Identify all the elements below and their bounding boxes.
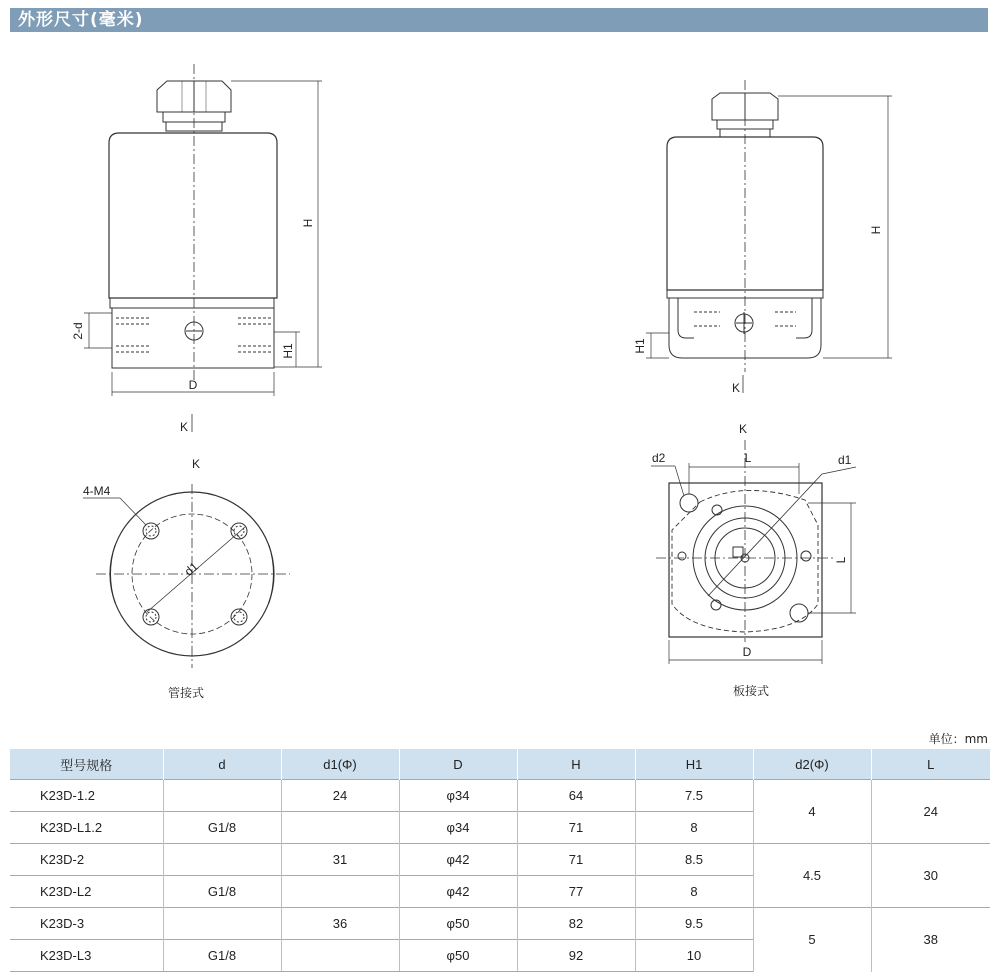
cell-d2: 4.5 <box>753 844 871 908</box>
label-K-left-1: K <box>179 420 189 434</box>
cell-H: 71 <box>517 844 635 876</box>
plate-type-side-view <box>646 80 892 393</box>
cell-H1: 10 <box>635 940 753 972</box>
cell-d2: 5 <box>753 908 871 972</box>
label-H-right: H <box>869 225 883 235</box>
cell-d <box>163 844 281 876</box>
cell-L: 30 <box>871 844 990 908</box>
header-D: D <box>399 749 517 780</box>
table-row <box>10 780 990 812</box>
cell-d1 <box>281 876 399 908</box>
label-2d: 2-d <box>71 322 85 340</box>
header-d2: d2(Φ) <box>753 749 871 780</box>
label-D-left: D <box>188 378 198 392</box>
cell-H: 92 <box>517 940 635 972</box>
unit-note: 单位：mm <box>928 732 988 746</box>
label-4-M4: 4-M4 <box>83 484 111 498</box>
cell-L: 24 <box>871 780 990 844</box>
cell-d <box>163 908 281 940</box>
plate-type-bottom-view <box>651 440 856 664</box>
cell-d: G1/8 <box>163 876 281 908</box>
header-d1: d1(Φ) <box>281 749 399 780</box>
caption-plate-type: 板接式 <box>733 684 770 698</box>
label-d2: d2 <box>652 451 666 465</box>
cell-D: φ34 <box>399 812 517 844</box>
cell-d1: 24 <box>281 780 399 812</box>
cell-model: K23D-L1.2 <box>10 812 163 844</box>
header-H1: H1 <box>635 749 753 780</box>
label-K-right-1: K <box>731 381 741 395</box>
cell-model: K23D-L2 <box>10 876 163 908</box>
header-d: d <box>163 749 281 780</box>
cell-model: K23D-3 <box>10 908 163 940</box>
cell-H1: 8.5 <box>635 844 753 876</box>
label-H1-right: H1 <box>633 338 647 354</box>
pipe-type-bottom-view <box>83 484 290 668</box>
label-H-left: H <box>301 218 315 228</box>
label-K-left-2: K <box>191 457 201 471</box>
cell-d <box>163 780 281 812</box>
pipe-type-side-view <box>84 64 322 432</box>
cell-d1 <box>281 812 399 844</box>
cell-d: G1/8 <box>163 940 281 972</box>
cell-d1: 36 <box>281 908 399 940</box>
cell-L: 38 <box>871 908 990 972</box>
cell-D: φ50 <box>399 940 517 972</box>
caption-pipe-type: 管接式 <box>168 686 205 700</box>
label-L-top: L <box>744 451 752 465</box>
cell-model: K23D-2 <box>10 844 163 876</box>
cell-d1: 31 <box>281 844 399 876</box>
label-H1-left: H1 <box>281 343 295 359</box>
cell-H: 71 <box>517 812 635 844</box>
cell-d2: 4 <box>753 780 871 844</box>
spec-table <box>10 749 990 972</box>
cell-D: φ50 <box>399 908 517 940</box>
label-K-right-2: K <box>738 422 748 436</box>
table-row <box>10 844 990 876</box>
label-d1-right: d1 <box>838 453 852 467</box>
cell-H1: 8 <box>635 812 753 844</box>
label-d1-left: d1 <box>181 559 202 579</box>
header-L: L <box>871 749 990 780</box>
cell-D: φ42 <box>399 844 517 876</box>
cell-H1: 9.5 <box>635 908 753 940</box>
cell-H1: 7.5 <box>635 780 753 812</box>
cell-d1 <box>281 940 399 972</box>
label-D-right: D <box>742 645 752 659</box>
cell-model: K23D-L3 <box>10 940 163 972</box>
label-L-side: L <box>834 556 848 564</box>
cell-model: K23D-1.2 <box>10 780 163 812</box>
cell-H1: 8 <box>635 876 753 908</box>
cell-H: 64 <box>517 780 635 812</box>
cell-H: 77 <box>517 876 635 908</box>
cell-H: 82 <box>517 908 635 940</box>
cell-D: φ42 <box>399 876 517 908</box>
header-H: H <box>517 749 635 780</box>
table-row <box>10 908 990 940</box>
section-title: 外形尺寸(毫米) <box>18 10 144 30</box>
header-model: 型号规格 <box>10 749 163 780</box>
cell-D: φ34 <box>399 780 517 812</box>
cell-d: G1/8 <box>163 812 281 844</box>
table-header-row <box>10 749 990 780</box>
